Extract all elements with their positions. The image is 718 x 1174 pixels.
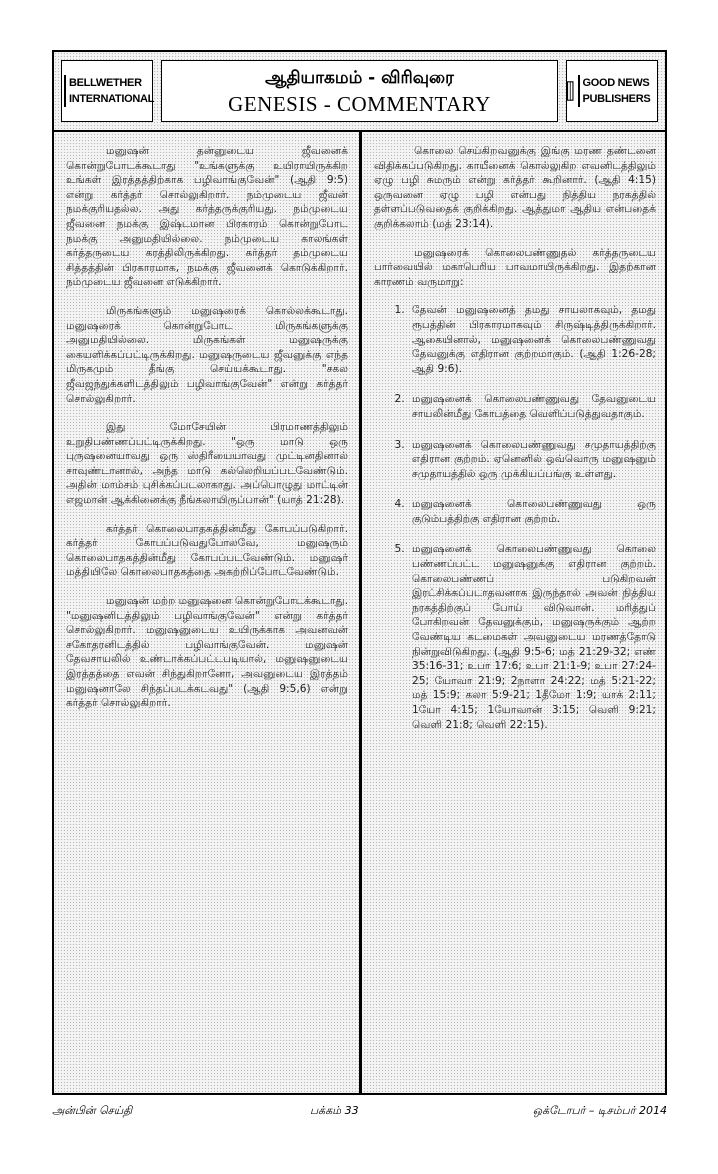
good-news-logo-text: GOOD NEWS PUBLISHERS <box>578 75 658 107</box>
page-frame <box>52 50 667 1095</box>
page-title-english: GENESIS - COMMENTARY <box>228 92 491 116</box>
right-column <box>374 144 656 748</box>
bellwether-logo-text: BELLWETHER INTERNATIONAL <box>64 75 154 107</box>
right-paragraph: கொலை செய்கிறவனுக்கு இங்கு மரண தண்டனை விதிக்கப்படுகிறது. காயீனைக் கொல்லுகிற எவனிடத்திலும் ஏழு பழி சுமரும் என்று கர்த்தர் கூறினார். (ஆதி 4:15) ஒருவனை ஏழு பழி என்பது நித்திய நரகத்தில் தள்ளப்படுவதைக் குறிக்கிறது. ஆத்துமா ஆதிய என்பதைக் குறிக்கலாம் (மத் 23:14). <box>374 145 656 230</box>
left-paragraph: மிருகங்களும் மனுஷரைக் கொல்லக்கூடாது. மனுஷரைக் கொன்றுபோட மிருகங்களுக்கு அனுமதியில்லை. மிருகங்கள் மனுஷருக்கு கையளிக்கப்பட்டிருக்கிறது. மனுஷருடைய ஜீவனுக்கு எந்த மிருகமும் தீங்கு செய்யக்கூடாது. "சகல ஜீவஜந்துக்களிடத்திலும் பழிவாங்குவேன்" என்று கர்த்தர் சொல்லுகிறார். <box>66 304 348 405</box>
list-item: 2. மனுஷனைக் கொலைபண்ணுவது தேவனுடைய சாயலின்மீது கோபத்தை வெளிப்படுத்துவதாகும். <box>408 392 656 421</box>
list-item: 1. தேவன் மனுஷனைத் தமது சாயலாகவும், தமது ரூபத்தின் பிரகாரமாகவும் சிருஷ்டித்திருக்கிறார். ஆகையினால், மனுஷனைக் கொலைபண்ணுவது தேவனுக்கு எதிரான குற்றமாகும். (ஆதி 1:26-28; ஆதி 9:6). <box>408 303 656 376</box>
left-paragraph: மனுஷன் மற்ற மனுஷனை கொன்றுபோடக்கூடாது. "மனுஷனிடத்திலும் பழிவாங்குவேன்" என்று கர்த்தர் சொல்லுகிறார். மனுஷனுடைய உயிருக்காக அவனவன் சகோதரனிடத்தில் பழிவாங்குவேன். மனுஷன் தேவசாயலில் உண்டாக்கப்பட்டபடியால், மனுஷனுடைய இரத்தத்தை எவன் சிந்துகிறானோ, அவனுடைய இரத்தம் மனுஷனாலே சிந்தப்படக்கடவது" (ஆதி 9:5,6) என்று கர்த்தர் சொல்லுகிறார். <box>66 595 348 710</box>
right-paragraph: மனுஷரைக் கொலைபண்ணுதல் கர்த்தருடைய பார்வையில் மகாபெரிய பாவமாயிருக்கிறது. இதற்கான காரணம் வருமாறு: <box>374 246 656 288</box>
good-news-logo <box>566 60 658 122</box>
page-header <box>54 52 665 132</box>
reasons-list <box>374 303 656 732</box>
left-paragraph: இது மோசேயின் பிரமாணத்திலும் உறுதிபண்ணப்பட்டிருக்கிறது. "ஒரு மாடு ஒரு புருஷனையாவது ஒரு ஸ்திரீயையாவது முட்டினதினால் சாவுண்டானால், அந்த மாடு கல்லெறியப்படவேண்டும். அதின் மாம்சம் புசிக்கப்படலாகாது. அப்பொழுது மாட்டின் எஜமான் ஆக்கினைக்கு நீங்கலாயிருப்பான்" (யாத் 21:28). <box>66 421 348 507</box>
list-item: 5. மனுஷனைக் கொலைபண்ணுவது கொலை பண்ணப்பட்ட மனுஷனுக்கு எதிரான குற்றம். கொலைபண்ணப் படுகிறவன் இரட்சிக்கப்படாதவனாக இருந்தால் அவன் நித்திய நரகத்திற்குப் போய் விடுவான். மரித்துப் போகிறவன் தேவனுக்கும், மனுஷருக்கும் ஆற்ற வேண்டிய கடமைகள் அவனுடைய மரணத்தோடு நின்றுவிடுகிறது. (ஆதி 9:5-6; மத் 21:29-32; எண் 35:16-31; உபா 17:6; உபா 21:1-9; உபா 27:24-25; யோவா 21:9; 2நாளா 24:22; மத் 5:21-22; மத் 15:9; கலா 5:9-21; 1தீமோ 1:9; யாக் 2:11; 1யோ 4:15; 1யோவான் 3:15; வெளி 9:21; வெளி 21:8; வெளி 22:15). <box>408 542 656 732</box>
left-paragraph: மனுஷன் தன்னுடைய ஜீவனைக் கொன்றுபோடக்கூடாது "உங்களுக்கு உயிராயிருக்கிற உங்கள் இரத்தத்திற்காக பழிவாங்குவேன்" (ஆதி 9:5) என்று கர்த்தர் சொல்லுகிறார். நம்முடைய ஜீவன் நமக்குரியதல்ல. அது கர்த்தருக்குரியது. நம்முடைய ஜீவனை நமக்கு இஷ்டமான பிரகாரம் கொன்றுபோட நமக்கு அனுமதியில்லை. நம்முடைய காலங்கள் கர்த்தருடைய கரத்திலிருக்கிறது. கர்த்தர் தம்முடைய சித்தத்தின் பிரகாரமாக, நமக்கு ஜீவனைக் கொடுக்கிறார். நம்முடைய ஜீவனை எடுக்கிறார். <box>66 145 348 289</box>
column-divider <box>359 132 362 1095</box>
bellwether-logo <box>61 60 153 122</box>
left-column <box>66 144 348 725</box>
left-paragraph: கர்த்தர் கொலைபாதகத்தின்மீது கோபப்படுகிறார். கர்த்தர் கோபப்படுவதுபோலவே, மனுஷரும் கொலைபாதகத்தின்மீது கோபப்படவேண்டும். மனுஷர் மத்தியிலே கொலைபாதகத்தை அகற்றிப்போடவேண்டும். <box>66 522 348 579</box>
book-icon <box>567 68 574 114</box>
list-item: 4. மனுஷனைக் கொலைபண்ணுவது ஒரு குடும்பத்திற்கு எதிரான குற்றம். <box>408 497 656 526</box>
page-title-tamil: ஆதியாகமம் - விரிவுரை <box>265 68 454 88</box>
footer-issue-date: ஒக்டோபர் – டிசம்பர் 2014 <box>532 1104 667 1117</box>
footer-publication: அன்பின் செய்தி <box>52 1104 133 1117</box>
page-number: பக்கம் 33 <box>310 1104 359 1117</box>
title-box <box>161 60 558 122</box>
list-item: 3. மனுஷனைக் கொலைபண்ணுவது சமுதாயத்திற்கு எதிரான குற்றம். ஏனெனில் ஒவ்வொரு மனுஷனும் சமுதாயத்தில் ஒரு முக்கியப்பங்கு உள்ளது. <box>408 438 656 482</box>
